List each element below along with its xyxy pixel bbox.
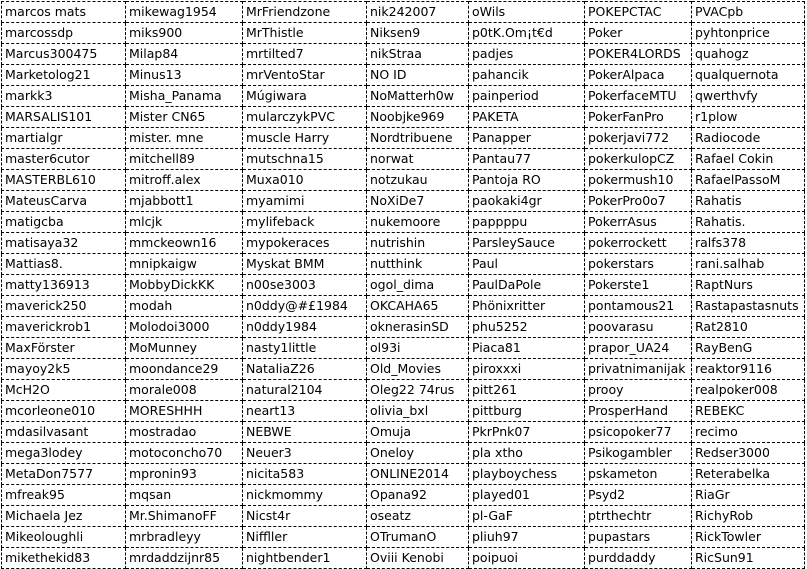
table-row xyxy=(2,2,805,23)
table-cell[interactable]: nutrishin xyxy=(367,233,469,254)
table-cell[interactable]: PokerrAsus xyxy=(585,212,692,233)
table-cell[interactable]: Mikeoloughli xyxy=(2,527,126,548)
table-cell[interactable]: Rahatis. xyxy=(692,212,805,233)
table-cell[interactable]: n0ddy@#£1984 xyxy=(243,296,367,317)
table-cell[interactable]: olivia_bxl xyxy=(367,401,469,422)
table-cell[interactable]: MrFriendzone xyxy=(243,2,367,23)
table-cell[interactable]: marcos mats xyxy=(2,2,126,23)
table-cell[interactable]: McH2O xyxy=(2,380,126,401)
table-cell[interactable]: pitt261 xyxy=(469,380,585,401)
table-cell[interactable]: Psikogambler xyxy=(585,443,692,464)
table-cell[interactable]: mrbradleyy xyxy=(126,527,243,548)
table-cell[interactable]: Mattias8. xyxy=(2,254,126,275)
table-cell[interactable]: marcossdp xyxy=(2,23,126,44)
table-cell[interactable]: mutschna15 xyxy=(243,149,367,170)
table-cell[interactable]: playboychess xyxy=(469,464,585,485)
table-cell[interactable]: miks900 xyxy=(126,23,243,44)
table-cell[interactable]: mqsan xyxy=(126,485,243,506)
table-cell[interactable]: painperiod xyxy=(469,86,585,107)
table-cell[interactable]: poovarasu xyxy=(585,317,692,338)
table-cell[interactable]: n0ddy1984 xyxy=(243,317,367,338)
table-cell[interactable]: nickmommy xyxy=(243,485,367,506)
table-cell[interactable]: Minus13 xyxy=(126,65,243,86)
table-cell[interactable]: mpronin93 xyxy=(126,464,243,485)
table-cell[interactable]: mrVentoStar xyxy=(243,65,367,86)
table-row xyxy=(2,527,805,548)
table-cell[interactable]: Niffller xyxy=(243,527,367,548)
table-cell[interactable]: mdasilvasant xyxy=(2,422,126,443)
table-cell[interactable]: reaktor9116 xyxy=(692,359,805,380)
table-cell[interactable]: pl-GaF xyxy=(469,506,585,527)
table-cell[interactable]: mfreak95 xyxy=(2,485,126,506)
table-cell[interactable]: RicSun91 xyxy=(692,548,805,569)
table-cell[interactable]: ProsperHand xyxy=(585,401,692,422)
table-cell[interactable]: mitroff.alex xyxy=(126,170,243,191)
table-cell[interactable]: neart13 xyxy=(243,401,367,422)
table-cell[interactable]: realpoker008 xyxy=(692,380,805,401)
table-cell[interactable]: Redser3000 xyxy=(692,443,805,464)
table-cell[interactable]: maverick250 xyxy=(2,296,126,317)
table-cell[interactable]: ptrthechtr xyxy=(585,506,692,527)
table-row xyxy=(2,275,805,296)
table-cell[interactable]: Omuja xyxy=(367,422,469,443)
table-cell[interactable]: mmckeown16 xyxy=(126,233,243,254)
table-row xyxy=(2,338,805,359)
table-row xyxy=(2,191,805,212)
table-cell[interactable]: pokerrockett xyxy=(585,233,692,254)
table-cell[interactable]: Old_Movies xyxy=(367,359,469,380)
table-cell[interactable]: norwat xyxy=(367,149,469,170)
table-cell[interactable]: matigcba xyxy=(2,212,126,233)
table-cell[interactable]: Phönixritter xyxy=(469,296,585,317)
table-cell[interactable]: p0tK.Om¡t€d xyxy=(469,23,585,44)
table-row xyxy=(2,44,805,65)
table-row xyxy=(2,380,805,401)
table-cell[interactable]: nasty1little xyxy=(243,338,367,359)
table-cell[interactable]: Oleg22 74rus xyxy=(367,380,469,401)
table-cell[interactable]: mjabbott1 xyxy=(126,191,243,212)
table-cell[interactable]: phu5252 xyxy=(469,317,585,338)
table-cell[interactable]: Poker xyxy=(585,23,692,44)
table-cell[interactable]: n00se3003 xyxy=(243,275,367,296)
table-cell[interactable]: Michaela Jez xyxy=(2,506,126,527)
table-cell[interactable]: pahancik xyxy=(469,65,585,86)
table-cell[interactable]: Oviii Kenobi xyxy=(367,548,469,569)
table-cell[interactable]: Mister CN65 xyxy=(126,107,243,128)
table-cell[interactable]: Paul xyxy=(469,254,585,275)
table-cell[interactable]: pyhtonprice xyxy=(692,23,805,44)
table-row xyxy=(2,65,805,86)
table-row xyxy=(2,86,805,107)
username-table xyxy=(1,1,805,569)
table-cell[interactable]: Nordtribuene xyxy=(367,128,469,149)
table-row xyxy=(2,212,805,233)
table-cell[interactable]: MobbyDickKK xyxy=(126,275,243,296)
table-cell[interactable]: MARSALIS101 xyxy=(2,107,126,128)
table-cell[interactable]: Mr.ShimanoFF xyxy=(126,506,243,527)
table-cell[interactable]: Psyd2 xyxy=(585,485,692,506)
table-cell[interactable]: poipuoi xyxy=(469,548,585,569)
table-cell[interactable]: mister. mne xyxy=(126,128,243,149)
table-cell[interactable]: mitchell89 xyxy=(126,149,243,170)
table-cell[interactable]: pokerkulopCZ xyxy=(585,149,692,170)
table-cell[interactable]: muscle Harry xyxy=(243,128,367,149)
table-cell[interactable]: OTrumanO xyxy=(367,527,469,548)
table-cell[interactable]: pittburg xyxy=(469,401,585,422)
table-cell[interactable]: MetaDon7577 xyxy=(2,464,126,485)
table-row xyxy=(2,107,805,128)
table-cell[interactable]: ONLINE2014 xyxy=(367,464,469,485)
table-cell[interactable]: NEBWE xyxy=(243,422,367,443)
table-cell[interactable]: POKER4LORDS xyxy=(585,44,692,65)
table-cell[interactable]: pappppu xyxy=(469,212,585,233)
table-cell[interactable]: NataliaZ26 xyxy=(243,359,367,380)
table-cell[interactable]: played01 xyxy=(469,485,585,506)
table-cell[interactable]: MASTERBL610 xyxy=(2,170,126,191)
table-cell[interactable]: piroxxxi xyxy=(469,359,585,380)
table-cell[interactable]: oWils xyxy=(469,2,585,23)
table-cell[interactable]: Marcus300475 xyxy=(2,44,126,65)
table-cell[interactable]: prapor_UA24 xyxy=(585,338,692,359)
table-cell[interactable]: martialgr xyxy=(2,128,126,149)
table-cell[interactable]: MoMunney xyxy=(126,338,243,359)
table-cell[interactable]: Marketolog21 xyxy=(2,65,126,86)
table-cell[interactable]: Panapper xyxy=(469,128,585,149)
table-row xyxy=(2,506,805,527)
table-row xyxy=(2,296,805,317)
table-cell[interactable]: mikewag1954 xyxy=(126,2,243,23)
table-cell[interactable]: MaxFörster xyxy=(2,338,126,359)
table-cell[interactable]: nutthink xyxy=(367,254,469,275)
table-row xyxy=(2,170,805,191)
table-row xyxy=(2,464,805,485)
table-cell[interactable]: RiaGr xyxy=(692,485,805,506)
table-cell[interactable]: Piaca81 xyxy=(469,338,585,359)
table-cell[interactable]: nicita583 xyxy=(243,464,367,485)
table-cell[interactable]: padjes xyxy=(469,44,585,65)
table-cell[interactable]: OKCAHA65 xyxy=(367,296,469,317)
table-cell[interactable]: maverickrob1 xyxy=(2,317,126,338)
table-cell[interactable]: RayBenG xyxy=(692,338,805,359)
table-cell[interactable]: Rafael Cokin xyxy=(692,149,805,170)
table-row xyxy=(2,359,805,380)
table-cell[interactable]: Opana92 xyxy=(367,485,469,506)
table-row xyxy=(2,548,805,569)
table-cell[interactable]: ol93i xyxy=(367,338,469,359)
table-cell[interactable]: PaulDaPole xyxy=(469,275,585,296)
table-cell[interactable]: mrtilted7 xyxy=(243,44,367,65)
table-cell[interactable]: mayoy2k5 xyxy=(2,359,126,380)
table-cell[interactable]: Muxa010 xyxy=(243,170,367,191)
table-cell[interactable]: Pokerste1 xyxy=(585,275,692,296)
table-cell[interactable]: pontamous21 xyxy=(585,296,692,317)
table-cell[interactable]: Oneloy xyxy=(367,443,469,464)
table-cell[interactable]: paokaki4gr xyxy=(469,191,585,212)
table-cell[interactable]: mrdaddzijnr85 xyxy=(126,548,243,569)
table-cell[interactable]: pokermush10 xyxy=(585,170,692,191)
table-cell[interactable]: notzukau xyxy=(367,170,469,191)
table-row xyxy=(2,254,805,275)
table-cell[interactable]: RaptNurs xyxy=(692,275,805,296)
table-cell[interactable]: Radiocode xyxy=(692,128,805,149)
table-body xyxy=(2,2,805,569)
table-row xyxy=(2,149,805,170)
table-cell[interactable]: pokerstars xyxy=(585,254,692,275)
table-cell[interactable]: myamimi xyxy=(243,191,367,212)
table-cell[interactable]: PokerfaceMTU xyxy=(585,86,692,107)
table-cell[interactable]: pupastars xyxy=(585,527,692,548)
table-row xyxy=(2,233,805,254)
table-cell[interactable]: PokerFanPro xyxy=(585,107,692,128)
table-cell[interactable]: qualquernota xyxy=(692,65,805,86)
table-cell[interactable]: Myskat BMM xyxy=(243,254,367,275)
table-cell[interactable]: Pantoja RO xyxy=(469,170,585,191)
table-cell[interactable]: mega3lodey xyxy=(2,443,126,464)
table-cell[interactable]: motoconcho70 xyxy=(126,443,243,464)
table-cell[interactable]: matty136913 xyxy=(2,275,126,296)
table-cell[interactable]: mcorleone010 xyxy=(2,401,126,422)
table-cell[interactable]: oknerasinSD xyxy=(367,317,469,338)
table-cell[interactable]: Múgiwara xyxy=(243,86,367,107)
table-cell[interactable]: Rastapastasnuts xyxy=(692,296,805,317)
table-cell[interactable]: mostradao xyxy=(126,422,243,443)
table-cell[interactable]: ParsleySauce xyxy=(469,233,585,254)
table-cell[interactable]: natural2104 xyxy=(243,380,367,401)
table-cell[interactable]: Misha_Panama xyxy=(126,86,243,107)
table-cell[interactable]: MrThistle xyxy=(243,23,367,44)
table-row xyxy=(2,443,805,464)
table-cell[interactable]: REBEKC xyxy=(692,401,805,422)
table-cell[interactable]: NoMatterh0w xyxy=(367,86,469,107)
table-cell[interactable]: PokerAlpaca xyxy=(585,65,692,86)
table-cell[interactable]: nightbender1 xyxy=(243,548,367,569)
table-cell[interactable]: Niksen9 xyxy=(367,23,469,44)
table-cell[interactable]: nik242007 xyxy=(367,2,469,23)
table-cell[interactable]: ogol_dima xyxy=(367,275,469,296)
table-cell[interactable]: Rat2810 xyxy=(692,317,805,338)
table-cell[interactable]: ralfs378 xyxy=(692,233,805,254)
table-cell[interactable]: POKEPCTAC xyxy=(585,2,692,23)
table-cell[interactable]: mypokeraces xyxy=(243,233,367,254)
table-cell[interactable]: morale008 xyxy=(126,380,243,401)
table-cell[interactable]: MateusCarva xyxy=(2,191,126,212)
table-cell[interactable]: prooy xyxy=(585,380,692,401)
table-cell[interactable]: Nicst4r xyxy=(243,506,367,527)
table-cell[interactable]: Molodoi3000 xyxy=(126,317,243,338)
table-cell[interactable]: Milap84 xyxy=(126,44,243,65)
table-cell[interactable]: master6cutor xyxy=(2,149,126,170)
table-cell[interactable]: pliuh97 xyxy=(469,527,585,548)
table-cell[interactable]: nukemoore xyxy=(367,212,469,233)
table-cell[interactable]: pskameton xyxy=(585,464,692,485)
table-cell[interactable]: purddaddy xyxy=(585,548,692,569)
table-cell[interactable]: RafaelPassoM xyxy=(692,170,805,191)
table-cell[interactable]: pokerjavi772 xyxy=(585,128,692,149)
table-cell[interactable]: nikStraa xyxy=(367,44,469,65)
table-cell[interactable]: pla xtho xyxy=(469,443,585,464)
table-cell[interactable]: PAKETA xyxy=(469,107,585,128)
table-cell[interactable]: Pantau77 xyxy=(469,149,585,170)
table-cell[interactable]: PokerPro0o7 xyxy=(585,191,692,212)
table-cell[interactable]: Rahatis xyxy=(692,191,805,212)
table-cell[interactable]: RickTowler xyxy=(692,527,805,548)
table-cell[interactable]: rani.salhab xyxy=(692,254,805,275)
table-row xyxy=(2,128,805,149)
table-cell[interactable]: NO ID xyxy=(367,65,469,86)
table-cell[interactable]: mylifeback xyxy=(243,212,367,233)
table-cell[interactable]: oseatz xyxy=(367,506,469,527)
table-cell[interactable]: privatnimanijak xyxy=(585,359,692,380)
table-cell[interactable]: Reterabelka xyxy=(692,464,805,485)
table-cell[interactable]: NoXiDe7 xyxy=(367,191,469,212)
table-row xyxy=(2,401,805,422)
table-row xyxy=(2,422,805,443)
table-cell[interactable]: moondance29 xyxy=(126,359,243,380)
table-cell[interactable]: psicopoker77 xyxy=(585,422,692,443)
table-cell[interactable]: mularczykPVC xyxy=(243,107,367,128)
table-cell[interactable]: qwerthvfy xyxy=(692,86,805,107)
table-cell[interactable]: Neuer3 xyxy=(243,443,367,464)
table-cell[interactable]: markk3 xyxy=(2,86,126,107)
table-cell[interactable]: mikethekid83 xyxy=(2,548,126,569)
table-row xyxy=(2,317,805,338)
table-cell[interactable]: matisaya32 xyxy=(2,233,126,254)
table-cell[interactable]: mnipkaigw xyxy=(126,254,243,275)
table-row xyxy=(2,23,805,44)
table-cell[interactable]: MORESHHH xyxy=(126,401,243,422)
table-cell[interactable]: PVACpb xyxy=(692,2,805,23)
table-cell[interactable]: PkrPnk07 xyxy=(469,422,585,443)
table-cell[interactable]: RichyRob xyxy=(692,506,805,527)
table-cell[interactable]: modah xyxy=(126,296,243,317)
table-cell[interactable]: recimo xyxy=(692,422,805,443)
table-cell[interactable]: quahogz xyxy=(692,44,805,65)
table-cell[interactable]: Noobjke969 xyxy=(367,107,469,128)
table-cell[interactable]: r1plow xyxy=(692,107,805,128)
table-cell[interactable]: mlcjk xyxy=(126,212,243,233)
table-row xyxy=(2,485,805,506)
